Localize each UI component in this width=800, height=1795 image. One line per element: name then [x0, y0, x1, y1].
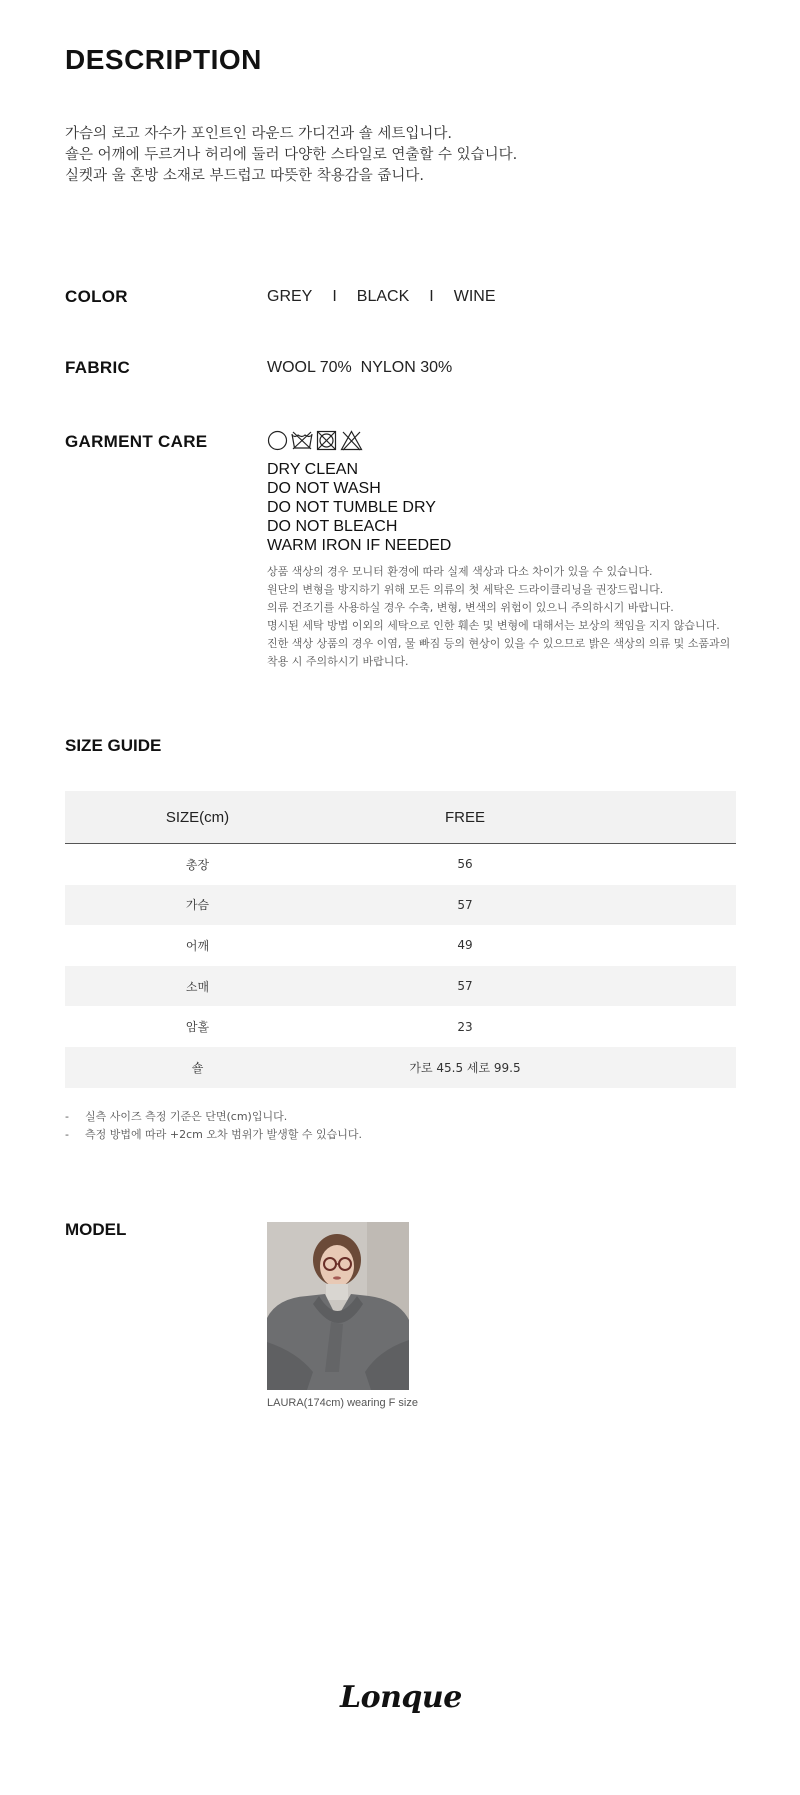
- do-not-wash-icon: [291, 430, 313, 451]
- model-caption: LAURA(174cm) wearing F size: [267, 1397, 418, 1409]
- size-header-free: FREE: [444, 808, 485, 826]
- page-title: DESCRIPTION: [65, 44, 262, 75]
- size-row-label: 숄: [191, 1060, 204, 1075]
- care-instruction: DRY CLEAN: [267, 461, 358, 478]
- care-instruction: DO NOT BLEACH: [267, 518, 398, 535]
- description-text: [65, 124, 517, 187]
- size-row-label: 암홀: [185, 1020, 210, 1035]
- care-instruction: DO NOT WASH: [267, 480, 381, 497]
- table-row: [65, 844, 736, 885]
- color-option-wine: WINE: [453, 288, 496, 305]
- description-line: 실켓과 울 혼방 소재로 부드럽고 따뜻한 착용감을 줍니다.: [65, 168, 425, 184]
- size-row-label: 총장: [185, 857, 210, 872]
- care-instructions: [267, 460, 451, 555]
- model-label: MODEL: [65, 1220, 127, 1239]
- size-row-label: 소매: [185, 979, 210, 994]
- size-header-label: SIZE(cm): [165, 808, 230, 826]
- color-option-grey: GREY: [267, 288, 313, 305]
- size-row-value: 가로 45.5 세로 99.5: [409, 1060, 521, 1075]
- care-instruction: DO NOT TUMBLE DRY: [267, 499, 436, 516]
- size-note-text: 측정 방법에 따라 +2cm 오차 범위가 발생할 수 있습니다.: [85, 1128, 362, 1141]
- do-not-bleach-icon: [340, 430, 363, 451]
- size-row-value: 57: [457, 897, 473, 912]
- description-line: 가슴의 로고 자수가 포인트인 라운드 가디건과 숄 세트입니다.: [65, 126, 453, 142]
- model-photo: [267, 1222, 409, 1390]
- care-note: 착용 시 주의하시기 바랍니다.: [267, 655, 409, 668]
- garment-care-label: GARMENT CARE: [65, 432, 208, 451]
- size-note: [65, 1126, 362, 1144]
- size-guide-title: SIZE GUIDE: [65, 736, 162, 755]
- dry-clean-icon: [267, 430, 288, 451]
- color-option-black: BLACK: [356, 288, 410, 305]
- table-row: [65, 966, 736, 1007]
- size-note-text: 실측 사이즈 측정 기준은 단면(cm)입니다.: [85, 1110, 288, 1123]
- note-marker: -: [65, 1128, 69, 1141]
- table-row: [65, 885, 736, 926]
- care-icons: [267, 430, 363, 451]
- care-notes: [267, 563, 730, 671]
- care-note: 의류 건조기를 사용하실 경우 수축, 변형, 변색의 위험이 있으니 주의하시기 바랍니다.: [267, 601, 674, 614]
- color-options: [267, 288, 496, 306]
- size-row-label: 가슴: [185, 898, 210, 913]
- color-separator: I: [429, 288, 434, 305]
- size-row-value: 56: [457, 857, 473, 872]
- note-marker: -: [65, 1110, 69, 1123]
- care-note: 상품 색상의 경우 모니터 환경에 따라 실제 색상과 다소 차이가 있을 수 있습니다.: [267, 565, 653, 578]
- size-notes: [65, 1108, 362, 1144]
- fabric-label: FABRIC: [65, 358, 131, 377]
- brand-logo: Lonque: [340, 1680, 462, 1715]
- size-row-value: 23: [457, 1019, 473, 1034]
- care-note: 명시된 세탁 방법 이외의 세탁으로 인한 훼손 및 변형에 대해서는 보상의 책임을 지지 않습니다.: [267, 619, 720, 632]
- size-row-label: 어깨: [185, 938, 210, 953]
- do-not-tumble-dry-icon: [316, 430, 337, 451]
- care-instruction: WARM IRON IF NEEDED: [267, 537, 452, 554]
- size-row-value: 57: [457, 979, 473, 994]
- color-label: COLOR: [65, 287, 128, 306]
- table-row: [65, 925, 736, 966]
- size-table-header: [65, 791, 736, 844]
- description-line: 숄은 어깨에 두르거나 허리에 둘러 다양한 스타일로 연출할 수 있습니다.: [65, 147, 518, 163]
- table-row: [65, 1006, 736, 1047]
- table-row: [65, 1047, 736, 1088]
- color-separator: I: [332, 288, 337, 305]
- size-note: [65, 1108, 362, 1126]
- size-table: [65, 791, 736, 1088]
- care-note: 원단의 변형을 방지하기 위해 모든 의류의 첫 세탁은 드라이클리닝을 권장드립니다.: [267, 583, 664, 596]
- care-note: 진한 색상 상품의 경우 이염, 물 빠짐 등의 현상이 있을 수 있으므로 밝은 색상의 의류 및 소품과의: [267, 637, 731, 650]
- size-row-value: 49: [457, 938, 473, 953]
- fabric-value: WOOL 70% NYLON 30%: [267, 359, 453, 376]
